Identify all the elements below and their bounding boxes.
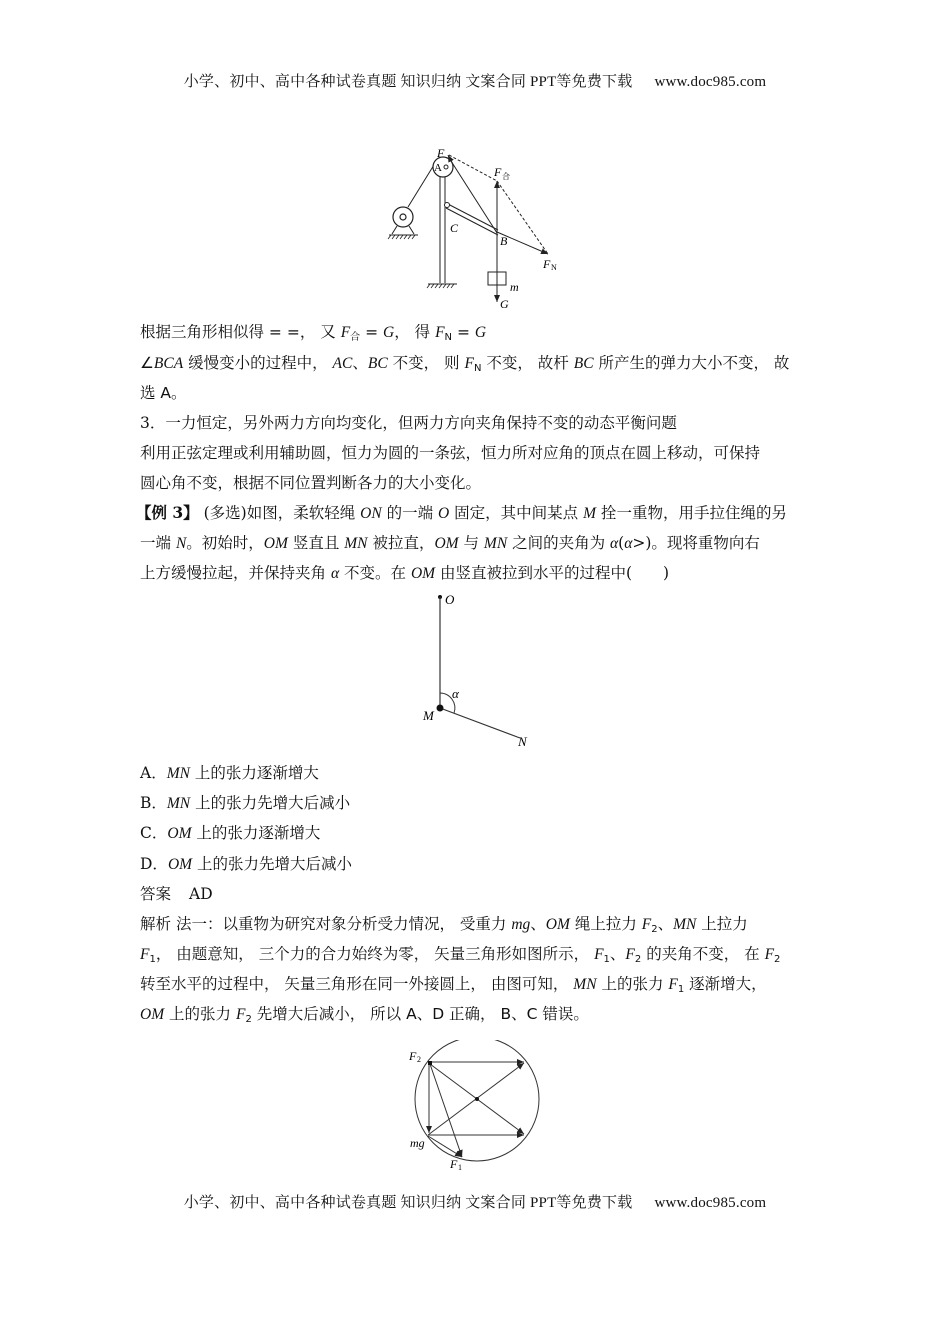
symbol-MN: MN [483, 535, 508, 552]
analysis-label: 解析 [140, 915, 172, 933]
symbol-MN: MN [344, 535, 368, 552]
header-site[interactable]: www.doc985.com [654, 74, 767, 90]
option-C[interactable] [140, 823, 320, 844]
subscript: 2 [634, 954, 642, 965]
symbol-alpha: α [624, 535, 633, 552]
section3-body-line1: 利用正弦定理或利用辅助圆，恒力为圆的一条弦，恒力所对应角的顶点在圆上移动，可保持 [140, 444, 761, 462]
text: 固定，其中间某点 [449, 504, 584, 522]
footer-site[interactable]: www.doc985.com [654, 1195, 767, 1211]
text: 所产生的弹力大小不变， 故 [593, 354, 790, 372]
symbol-F: F [594, 946, 604, 963]
symbol-OM: OM [140, 1006, 165, 1023]
example3-line1 [136, 503, 787, 524]
text: 被拉直， [367, 534, 435, 552]
subscript: N [444, 332, 453, 343]
option-letter: B． [140, 794, 167, 812]
text: 逐渐增大， [684, 975, 767, 993]
analysis-line2 [140, 944, 780, 970]
symbol: OM [167, 825, 192, 842]
text: 。初始时， [186, 534, 264, 552]
footer-text: 小学、初中、高中各种试卷真题 知识归纳 文案合同 PPT等免费下载 [183, 1195, 633, 1211]
subscript: 合 [350, 332, 361, 343]
analysis-line3 [140, 974, 767, 1000]
symbol-MN: MN [673, 916, 697, 933]
text: = [452, 323, 475, 341]
example3-line2 [140, 533, 760, 554]
label-mg: mg [410, 1136, 425, 1150]
figure-vector-circle [400, 1040, 550, 1175]
symbol: MN [166, 795, 191, 812]
label-F-he-sub: 合 [502, 172, 510, 181]
subscript: 2 [651, 924, 658, 935]
symbol: OM [167, 856, 193, 873]
page-header [0, 70, 950, 91]
symbol-F: F [764, 946, 775, 963]
label-C: C [450, 221, 459, 235]
answer-line [140, 884, 213, 904]
text: 、 [657, 915, 674, 933]
text: 与 [458, 534, 484, 552]
symbol-F: F [140, 946, 150, 963]
option-text: 上的张力先增大后减小 [190, 794, 351, 812]
text: 上的张力 [164, 1005, 236, 1023]
figure-rope-OMN [415, 590, 555, 750]
option-B[interactable] [140, 793, 350, 814]
option-text: 上的张力逐渐增大 [189, 764, 319, 782]
symbol-F: F [625, 946, 635, 963]
symbol-M: M [583, 505, 597, 522]
label-F-he: F [494, 165, 502, 179]
subscript: 2 [774, 954, 781, 965]
label-F: F [437, 146, 445, 160]
text: 不变。在 [339, 564, 411, 582]
symbol-F: F [668, 976, 678, 993]
label-FN: F [543, 257, 551, 271]
symbol-OM: OM [410, 565, 436, 582]
option-A[interactable] [140, 763, 319, 784]
text: 上的张力 [596, 975, 669, 993]
option-text: 上的张力逐渐增大 [191, 824, 321, 842]
symbol-G: G [383, 324, 395, 341]
example3-line3 [140, 563, 669, 584]
text: 绳上拉力 [569, 915, 642, 933]
text: 缓慢变小的过程中， [183, 354, 333, 372]
symbol-alpha: α [330, 565, 340, 582]
subscript: 2 [245, 1014, 252, 1025]
symbol-OM: OM [434, 535, 459, 552]
symbol-alpha: α [610, 535, 619, 552]
symbol-mg: mg [511, 916, 531, 933]
symbol-F: F [641, 916, 652, 933]
text: ( [618, 534, 625, 552]
text: 转至水平的过程中， 矢量三角形在同一外接圆上， 由图可知， [140, 975, 574, 993]
label-FN-sub: N [551, 263, 557, 272]
subscript: 1 [149, 954, 156, 965]
text: 、 [609, 945, 626, 963]
analysis-line4 [140, 1004, 589, 1030]
option-letter: D． [140, 855, 168, 873]
option-D[interactable] [140, 854, 352, 875]
symbol-BCA: BCA [153, 355, 184, 372]
text: 一端 [140, 534, 176, 552]
symbol-F: F [340, 324, 351, 341]
figure-pulley-rod-diagram [385, 143, 575, 313]
symbol-N: N [175, 535, 187, 552]
symbol-MN: MN [573, 976, 597, 993]
text: 不变， 则 [387, 354, 465, 372]
label-B: B [500, 234, 508, 248]
symbol-O: O [438, 505, 450, 522]
text: 先增大后减小， 所以 A、D 正确， B、C 错误。 [251, 1005, 589, 1023]
text: 的夹角不变， 在 [641, 945, 765, 963]
symbol-ON: ON [360, 505, 382, 522]
label-F1: F [450, 1157, 458, 1171]
text: 拴一重物，用手拉住绳的另 [596, 504, 787, 522]
symbol-AC: AC [332, 355, 353, 372]
subscript: 1 [603, 954, 610, 965]
section3-title: 3．一力恒定，另外两力方向均变化，但两力方向夹角保持不变的动态平衡问题 [140, 414, 677, 432]
symbol: MN [166, 765, 190, 782]
text: 由竖直被拉到水平的过程中( ) [435, 564, 670, 582]
symbol-BC: BC [573, 355, 594, 372]
option-text: 上的张力先增大后减小 [192, 855, 352, 873]
symbol-G: G [474, 324, 487, 341]
symbol-OM: OM [263, 535, 288, 552]
page-footer [0, 1191, 950, 1212]
text: 上拉力 [696, 915, 748, 933]
symbol-F: F [235, 1006, 246, 1023]
label-F2-sub: 2 [417, 1055, 421, 1064]
label-m: m [510, 280, 519, 294]
text: 不变， 故杆 [481, 354, 574, 372]
text: 、 [530, 915, 546, 933]
text: ， 得 [394, 323, 436, 341]
symbol-F: F [464, 355, 474, 372]
text: = [360, 323, 383, 341]
subscript: 1 [677, 984, 685, 995]
option-letter: C． [140, 824, 168, 842]
text: (多选)如图，柔软轻绳 [198, 504, 361, 522]
text: >)。现将重物向右 [632, 534, 760, 552]
option-letter: A． [140, 764, 167, 782]
label-F2: F [409, 1049, 417, 1063]
text: 的一端 [381, 504, 439, 522]
label-O: O [445, 592, 455, 607]
label-N: N [518, 734, 527, 749]
text: 法一：以重物为研究对象分析受力情况， 受重力 [171, 915, 512, 933]
text: 上方缓慢拉起，并保持夹角 [140, 564, 331, 582]
text: 之间的夹角为 [507, 534, 611, 552]
header-text: 小学、初中、高中各种试卷真题 知识归纳 文案合同 PPT等免费下载 [183, 74, 633, 90]
para1-line2 [140, 353, 789, 379]
text: ， 由题意知， 三个力的合力始终为零， 矢量三角形如图所示， [155, 945, 595, 963]
text: 、 [352, 354, 368, 372]
para1-line3: 选 A。 [140, 384, 187, 402]
label-G: G [500, 297, 509, 311]
symbol-FN: F [435, 324, 445, 341]
label-F1-sub: 1 [458, 1163, 462, 1172]
symbol-OM: OM [545, 916, 570, 933]
text: ∠ [140, 354, 154, 372]
label-alpha: α [452, 686, 459, 701]
answer-value: AD [189, 885, 213, 903]
example-tag: 【例 3】 [136, 503, 199, 522]
answer-label: 答案 [140, 885, 172, 903]
label-M: M [423, 708, 434, 723]
text: 根据三角形相似得 = =， 又 [140, 323, 341, 341]
para1-line1 [140, 322, 486, 348]
analysis-line1 [140, 914, 748, 940]
label-A: A [434, 162, 442, 174]
text: 竖直且 [287, 534, 345, 552]
subscript: N [473, 363, 482, 374]
section3-body-line2: 圆心角不变，根据不同位置判断各力的大小变化。 [140, 474, 482, 492]
symbol-BC: BC [367, 355, 388, 372]
